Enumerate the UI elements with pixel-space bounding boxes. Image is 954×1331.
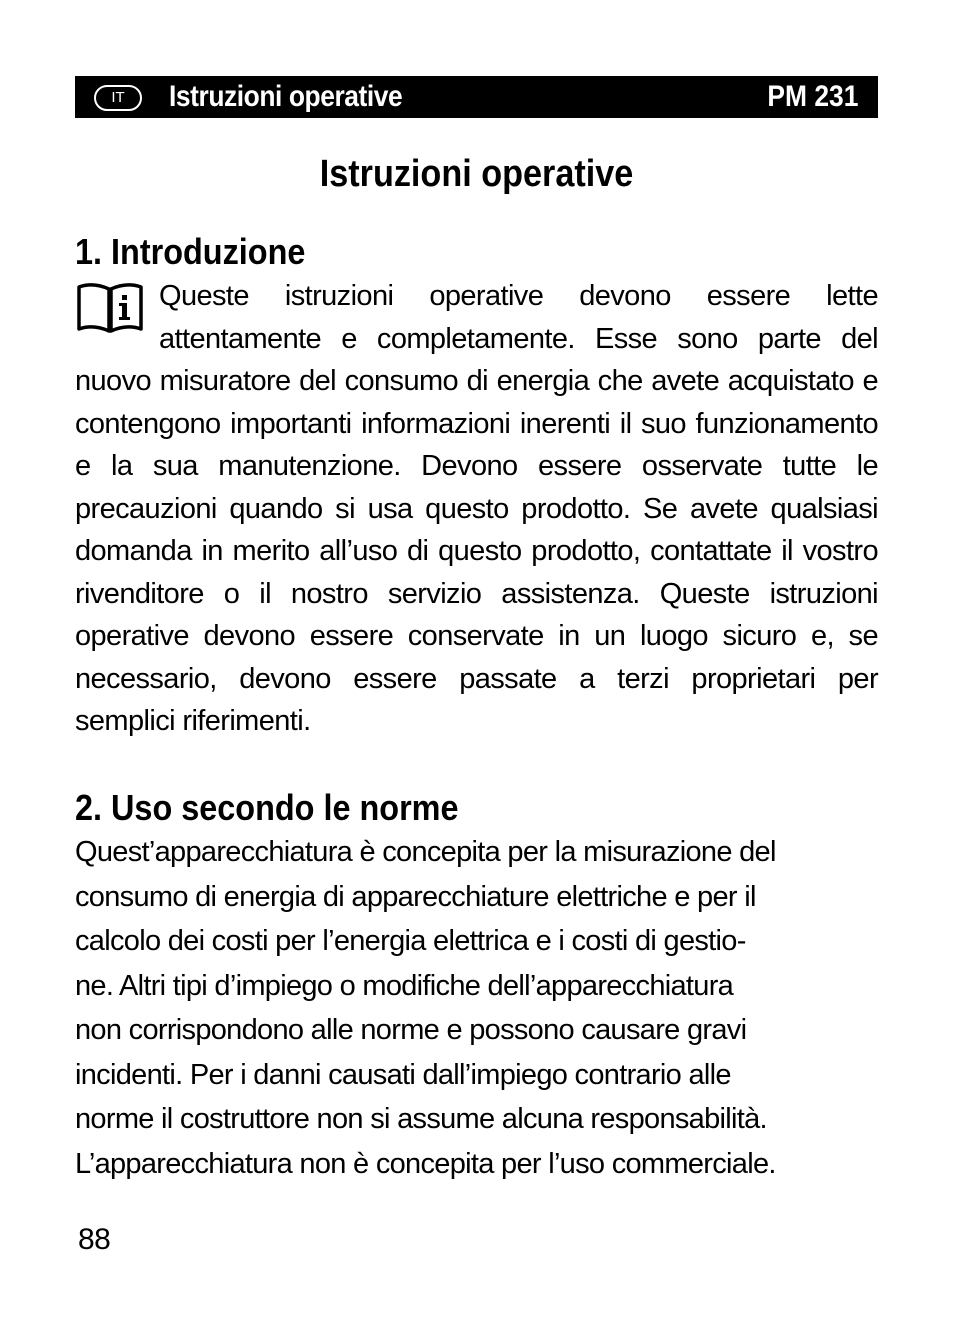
header-bar	[75, 76, 878, 118]
section-heading-introduction: 1. Introduzione	[75, 231, 306, 272]
intended-use-line: incidenti. Per i danni causati dall’impiego contrario alle	[75, 1058, 731, 1091]
intended-use-line: Quest’apparecchiatura è concepita per la misurazione del	[75, 836, 776, 868]
section-heading-intended-use: 2. Uso secondo le norme	[75, 787, 459, 828]
intended-use-line: calcolo dei costi per l’energia elettrica e i costi di gestio-	[75, 925, 746, 957]
page-title: Istruzioni operative	[319, 153, 634, 195]
intended-use-line: ne. Altri tipi d’impiego o modifiche dell’apparecchiatura	[75, 969, 734, 1002]
header-title: Istruzioni operative	[169, 80, 403, 113]
intended-use-paragraph	[75, 830, 878, 1186]
intended-use-line: consumo di energia di apparecchiature elettriche e per il	[75, 880, 756, 913]
language-badge: IT	[94, 85, 142, 111]
intended-use-line: norme il costruttore non si assume alcuna responsabilità.	[75, 1103, 767, 1135]
page-number: 88	[78, 1223, 111, 1256]
intended-use-line: non corrispondono alle norme e possono causare gravi	[75, 1014, 747, 1046]
introduction-text: Queste istruzioni operative devono essere lette attentamente e completamente. Esse sono parte del nuovo misuratore del consumo di energia che avete acquistato e contengono importanti informazioni inerenti il suo funzionamento e la sua manutenzione. Devono essere osservate tutte le precauzioni quando si usa questo prodotto. Se avete qualsiasi domanda in merito all’uso di questo prodotto, contattate il vostro rivenditore o il nostro servizio assistenza. Queste istruzioni operative devono essere conservate in un luogo sicuro e, se necessario, devono essere passate a terzi proprietari per semplici riferimenti.	[75, 280, 878, 737]
header-model: PM 231	[767, 80, 858, 113]
introduction-paragraph	[75, 275, 878, 743]
intended-use-line: L’apparecchiatura non è concepita per l’uso commerciale.	[75, 1147, 776, 1180]
